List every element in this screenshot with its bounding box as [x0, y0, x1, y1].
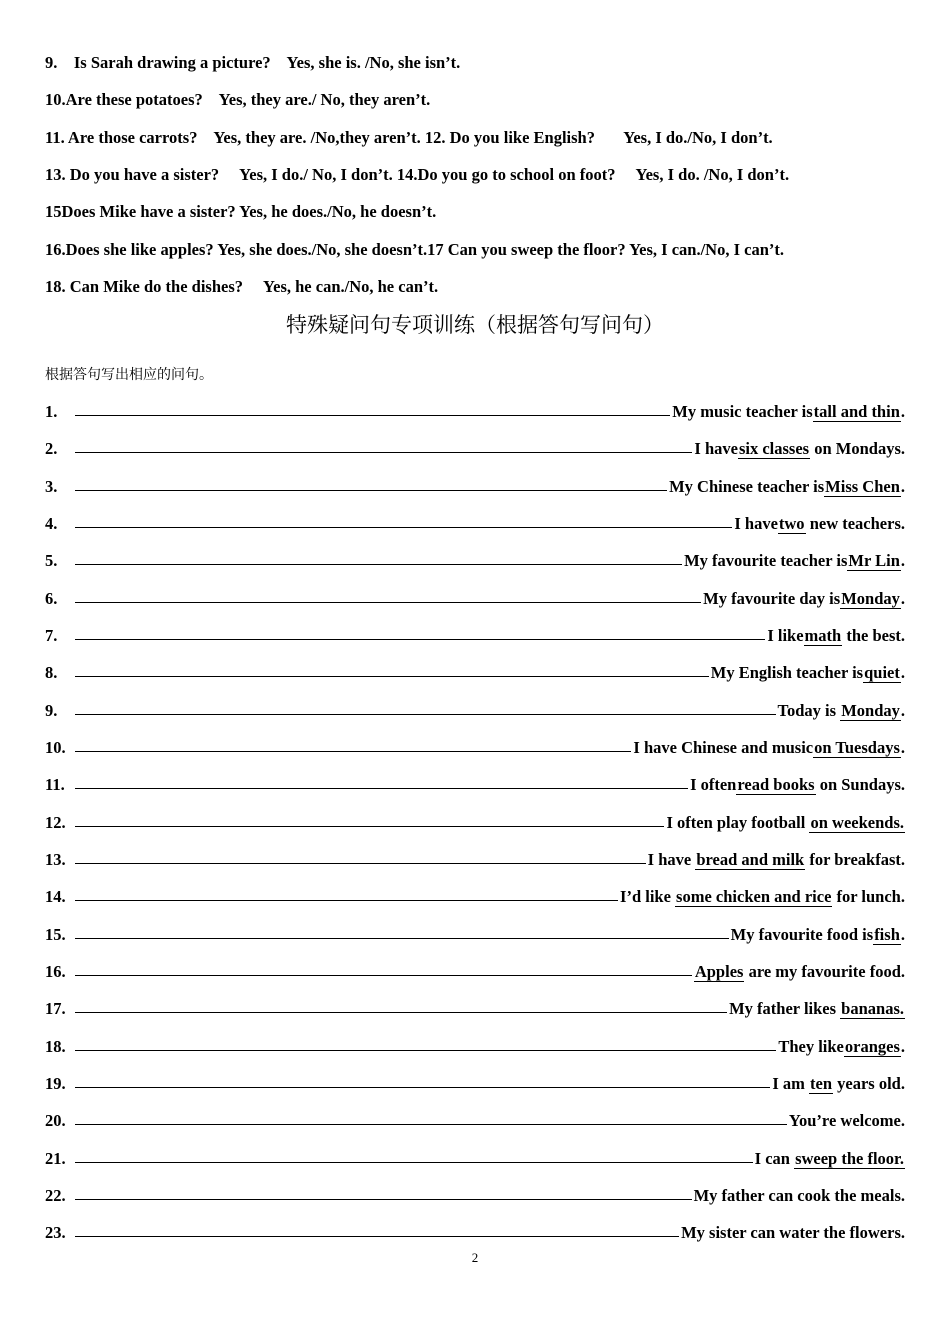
- answer-sentence: I oftenread books on Sundays.: [690, 775, 905, 795]
- exercise-number: 15.: [45, 924, 66, 944]
- exercise-row: [45, 812, 910, 834]
- answer-sentence: I am ten years old.: [772, 1073, 905, 1093]
- underlined-key-phrase: bananas.: [841, 999, 904, 1019]
- answer-line: 11. Are those carrots? Yes, they are. /No,they aren’t. 12. Do you like English? Yes, I do./No, I don’t.: [45, 128, 773, 147]
- exercise-row: [45, 1222, 910, 1244]
- question-blank[interactable]: [75, 564, 682, 565]
- answer-sentence: Today is Monday.: [777, 700, 905, 720]
- underlined-key-phrase: Miss Chen: [825, 476, 900, 496]
- underlined-key-phrase: math: [804, 626, 842, 645]
- exercise-row: [45, 550, 910, 572]
- answer-sentence: Apples are my favourite food.: [694, 961, 905, 981]
- exercise-number: 12.: [45, 812, 66, 832]
- exercise-row: [45, 438, 910, 460]
- answer-line: 13. Do you have a sister? Yes, I do./ No, I don’t. 14.Do you go to school on foot? Yes, I do. /No, I don’t.: [45, 165, 790, 184]
- exercise-row: [45, 588, 910, 610]
- instruction-text: 根据答句写出相应的问句。: [45, 367, 213, 383]
- exercise-number: 2.: [45, 439, 58, 459]
- question-blank[interactable]: [75, 415, 670, 416]
- exercise-row: [45, 1073, 910, 1095]
- answer-sentence: They likeoranges.: [778, 1036, 905, 1056]
- page-number: 2: [471, 1250, 479, 1265]
- exercise-row: [45, 476, 910, 498]
- question-blank[interactable]: [75, 900, 618, 901]
- exercise-number: 22.: [45, 1185, 66, 1205]
- exercise-number: 13.: [45, 850, 66, 869]
- underlined-key-phrase: Mr Lin: [848, 551, 900, 571]
- exercise-number: 23.: [45, 1223, 66, 1243]
- exercise-number: 8.: [45, 663, 58, 683]
- underlined-key-phrase: tall and thin: [813, 402, 900, 421]
- exercise-row: [45, 924, 910, 946]
- exercise-row: [45, 513, 910, 535]
- exercise-number: 5.: [45, 551, 58, 571]
- exercise-number: 16.: [45, 961, 66, 981]
- underlined-key-phrase: Apples: [694, 961, 744, 981]
- exercise-row: [45, 1110, 910, 1132]
- exercise-row: [45, 998, 910, 1020]
- exercise-number: 14.: [45, 887, 66, 907]
- underlined-key-phrase: six classes: [738, 439, 810, 459]
- exercise-row: [45, 700, 910, 722]
- exercise-number: 10.: [45, 738, 66, 757]
- answer-sentence: My father can cook the meals.: [693, 1185, 905, 1205]
- exercise-row: [45, 961, 910, 983]
- exercise-number: 6.: [45, 588, 58, 608]
- underlined-key-phrase: some chicken and rice: [676, 887, 832, 907]
- exercise-number: 19.: [45, 1073, 66, 1093]
- answer-sentence: My father likes bananas.: [729, 999, 904, 1019]
- underlined-key-phrase: two: [778, 514, 805, 533]
- answer-sentence: My sister can water the flowers.: [681, 1223, 905, 1243]
- question-blank[interactable]: [75, 938, 729, 939]
- exercise-number: 7.: [45, 626, 58, 645]
- question-blank[interactable]: [75, 751, 631, 752]
- exercise-row: [45, 1036, 910, 1058]
- question-blank[interactable]: [75, 602, 701, 603]
- exercise-row: [45, 737, 910, 759]
- question-blank[interactable]: [75, 1162, 753, 1163]
- underlined-key-phrase: Monday: [841, 588, 900, 608]
- exercise-row: [45, 625, 910, 647]
- answer-sentence: My Chinese teacher isMiss Chen.: [669, 476, 905, 496]
- exercise-number: 1.: [45, 402, 58, 421]
- exercise-number: 18.: [45, 1036, 66, 1056]
- exercise-number: 17.: [45, 999, 66, 1019]
- underlined-key-phrase: bread and milk: [696, 850, 805, 869]
- underlined-key-phrase: sweep the floor.: [795, 1148, 904, 1168]
- answer-line: 10.Are these potatoes? Yes, they are./ No, they aren’t.: [45, 90, 431, 109]
- underlined-key-phrase: Monday: [841, 700, 900, 720]
- question-blank[interactable]: [75, 863, 646, 864]
- question-blank[interactable]: [75, 1124, 787, 1125]
- answer-sentence: My music teacher istall and thin.: [672, 402, 905, 421]
- answer-sentence: I have Chinese and musicon Tuesdays.: [633, 738, 905, 757]
- exercise-row: [45, 401, 910, 423]
- question-blank[interactable]: [75, 1199, 692, 1200]
- question-blank[interactable]: [75, 452, 692, 453]
- answer-sentence: My favourite food isfish.: [730, 924, 905, 944]
- exercise-row: [45, 1185, 910, 1207]
- exercise-number: 21.: [45, 1148, 66, 1168]
- exercise-number: 4.: [45, 514, 58, 533]
- section-title: 特殊疑问句专项训练（根据答句写问句）: [286, 313, 664, 337]
- answer-line: 9. Is Sarah drawing a picture? Yes, she is. /No, she isn’t.: [45, 53, 461, 72]
- answer-sentence: I likemath the best.: [767, 626, 905, 645]
- answer-line: 16.Does she like apples? Yes, she does./No, she doesn’t.17 Can you sweep the floor? Yes, I can./No, I can’t.: [45, 240, 785, 259]
- question-blank[interactable]: [75, 676, 709, 677]
- exercise-row: [45, 774, 910, 796]
- exercise-number: 3.: [45, 476, 58, 496]
- answer-sentence: My English teacher isquiet.: [710, 663, 905, 683]
- question-blank[interactable]: [75, 788, 688, 789]
- answer-sentence: I have bread and milk for breakfast.: [647, 850, 905, 869]
- question-blank[interactable]: [75, 1050, 776, 1051]
- underlined-key-phrase: fish: [874, 924, 900, 944]
- question-blank[interactable]: [75, 490, 667, 491]
- answer-line: 15Does Mike have a sister? Yes, he does./No, he doesn’t.: [45, 202, 437, 221]
- exercise-row: [45, 886, 910, 908]
- underlined-key-phrase: ten: [810, 1073, 833, 1093]
- underlined-key-phrase: read books: [737, 775, 815, 795]
- question-blank[interactable]: [75, 714, 776, 715]
- question-blank[interactable]: [75, 1236, 679, 1237]
- question-blank[interactable]: [75, 1087, 770, 1088]
- exercise-number: 20.: [45, 1111, 66, 1131]
- exercise-row: [45, 662, 910, 684]
- answer-sentence: My favourite teacher isMr Lin.: [684, 551, 905, 571]
- underlined-key-phrase: on Tuesdays: [814, 738, 900, 757]
- answer-sentence: I can sweep the floor.: [754, 1148, 904, 1168]
- answer-sentence: You’re welcome.: [788, 1111, 905, 1131]
- exercise-row: [45, 849, 910, 871]
- answer-sentence: My favourite day isMonday.: [703, 588, 905, 608]
- answer-sentence: I havesix classes on Mondays.: [694, 439, 905, 459]
- question-blank[interactable]: [75, 527, 732, 528]
- question-blank[interactable]: [75, 975, 692, 976]
- question-blank[interactable]: [75, 1012, 727, 1013]
- question-blank[interactable]: [75, 639, 765, 640]
- question-blank[interactable]: [75, 826, 664, 827]
- answer-sentence: I havetwo new teachers.: [734, 514, 905, 533]
- exercise-number: 11.: [45, 775, 65, 795]
- underlined-key-phrase: on weekends.: [810, 812, 904, 832]
- answer-sentence: I often play football on weekends.: [666, 812, 904, 832]
- answer-sentence: I’d like some chicken and rice for lunch.: [620, 887, 905, 907]
- underlined-key-phrase: quiet: [864, 663, 900, 683]
- exercise-row: [45, 1148, 910, 1170]
- exercise-number: 9.: [45, 700, 58, 720]
- underlined-key-phrase: oranges: [844, 1036, 900, 1056]
- answer-line: 18. Can Mike do the dishes? Yes, he can./No, he can’t.: [45, 277, 439, 296]
